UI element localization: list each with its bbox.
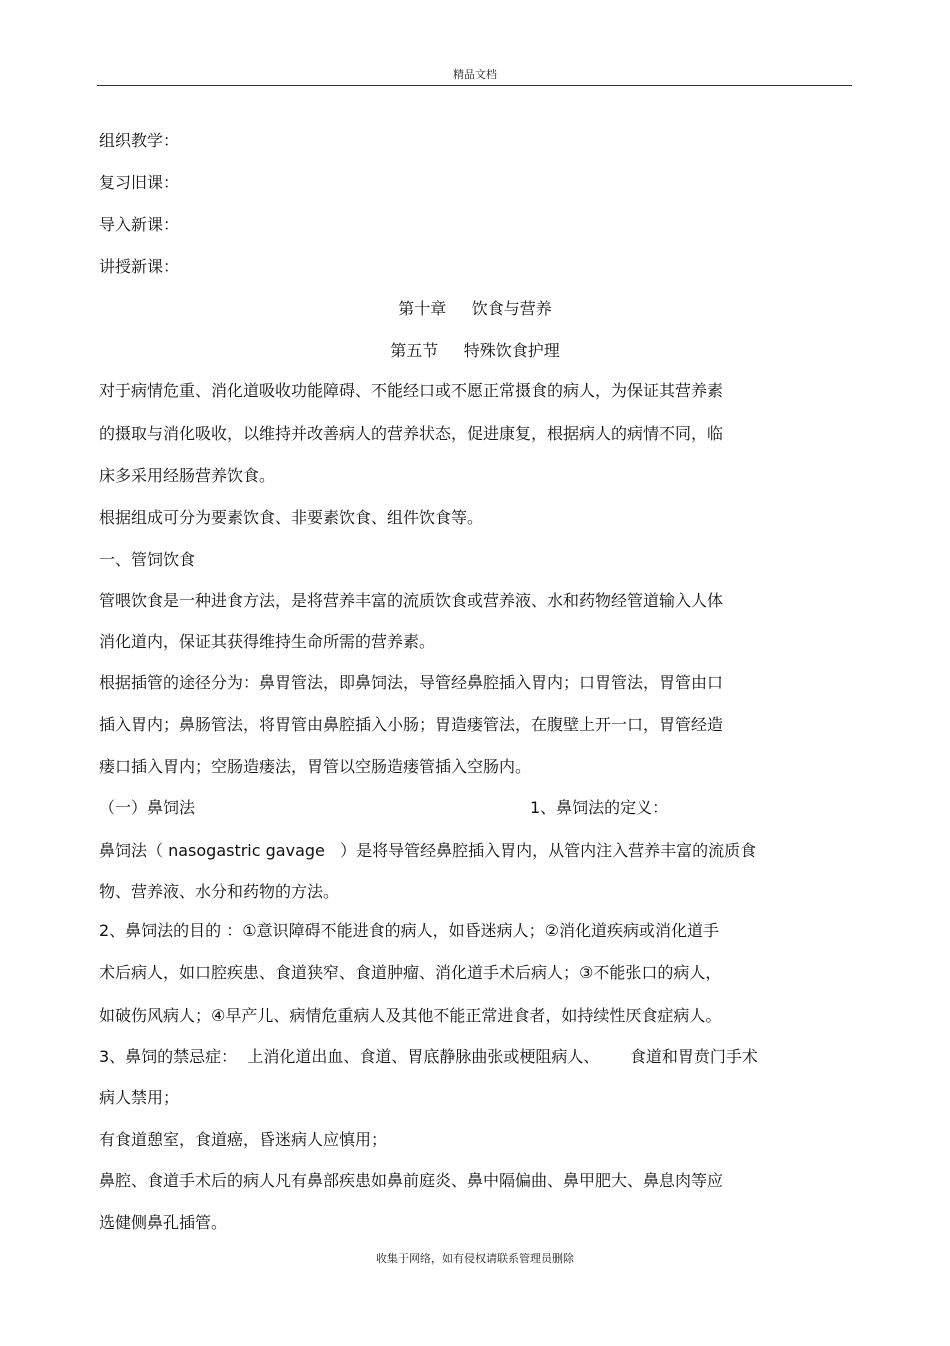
header-rule [97, 85, 852, 86]
heading-guansi: 一、管饲饮食 [99, 550, 196, 569]
text-line: 3、鼻饲的禁忌症： 上消化道出血、食道、胃底静脉曲张或梗阻病人、 食道和胃贲门手术 [99, 1047, 758, 1066]
text-line: 的摄取与消化吸收，以维持并改善病人的营养状态，促进康复，根据病人的病情不同，临 [99, 424, 724, 443]
text-line: 病人禁用； [99, 1088, 180, 1107]
section-title: 第五节 特殊饮食护理 [390, 341, 560, 360]
page-footer: 收集于网络，如有侵权请联系管理员删除 [376, 1252, 574, 1265]
text-line: 对于病情危重、消化道吸收功能障碍、不能经口或不愿正常摄食的病人，为保证其营养素 [99, 381, 724, 400]
text-line: 消化道内，保证其获得维持生命所需的营养素。 [99, 632, 436, 651]
text-line: 导入新课： [99, 215, 180, 234]
chapter-title: 第十章 饮食与营养 [398, 299, 552, 318]
text-line: 组织教学： [99, 131, 180, 150]
text-line: 根据组成可分为要素饮食、非要素饮食、组件饮食等。 [99, 508, 484, 527]
text-line: 有食道憩室，食道癌，昏迷病人应慎用； [99, 1130, 388, 1149]
text-line: 术后病人，如口腔疾患、食道狭窄、食道肿瘤、消化道手术后病人；③不能张口的病人， [99, 963, 722, 982]
text-line: 选健侧鼻孔插管。 [99, 1213, 228, 1232]
text-line: 2、鼻饲法的目的 ：①意识障碍不能进食的病人，如昏迷病人；②消化道疾病或消化道手 [99, 921, 719, 940]
text-line: 鼻饲法（ nasogastric gavage ）是将导管经鼻腔插入胃内，从管内注入营养丰富的流质食 [99, 841, 757, 860]
text-line: 瘘口插入胃内；空肠造瘘法，胃管以空肠造瘘管插入空肠内。 [99, 757, 532, 776]
text-line: 管喂饮食是一种进食方法，是将营养丰富的流质饮食或营养液、水和药物经管道输入人体 [99, 591, 724, 610]
page-header: 精品文档 [453, 68, 497, 81]
text-line: 鼻腔、食道手术后的病人凡有鼻部疾患如鼻前庭炎、鼻中隔偏曲、鼻甲肥大、鼻息肉等应 [99, 1171, 724, 1190]
text-line: 复习旧课： [99, 173, 180, 192]
subheading-bisi: （一）鼻饲法 [99, 798, 196, 817]
definition-heading: 1、鼻饲法的定义： [530, 798, 669, 817]
text-line: 物、营养液、水分和药物的方法。 [99, 882, 340, 901]
text-line: 根据插管的途径分为：鼻胃管法，即鼻饲法，导管经鼻腔插入胃内；口胃管法，胃管由口 [99, 673, 724, 692]
text-line: 插入胃内；鼻肠管法，将胃管由鼻腔插入小肠；胃造瘘管法，在腹壁上开一口，胃管经造 [99, 715, 724, 734]
text-line: 床多采用经肠营养饮食。 [99, 466, 276, 485]
text-line: 讲授新课： [99, 257, 180, 276]
text-line: 如破伤风病人；④早产儿、病情危重病人及其他不能正常进食者，如持续性厌食症病人。 [99, 1006, 722, 1025]
